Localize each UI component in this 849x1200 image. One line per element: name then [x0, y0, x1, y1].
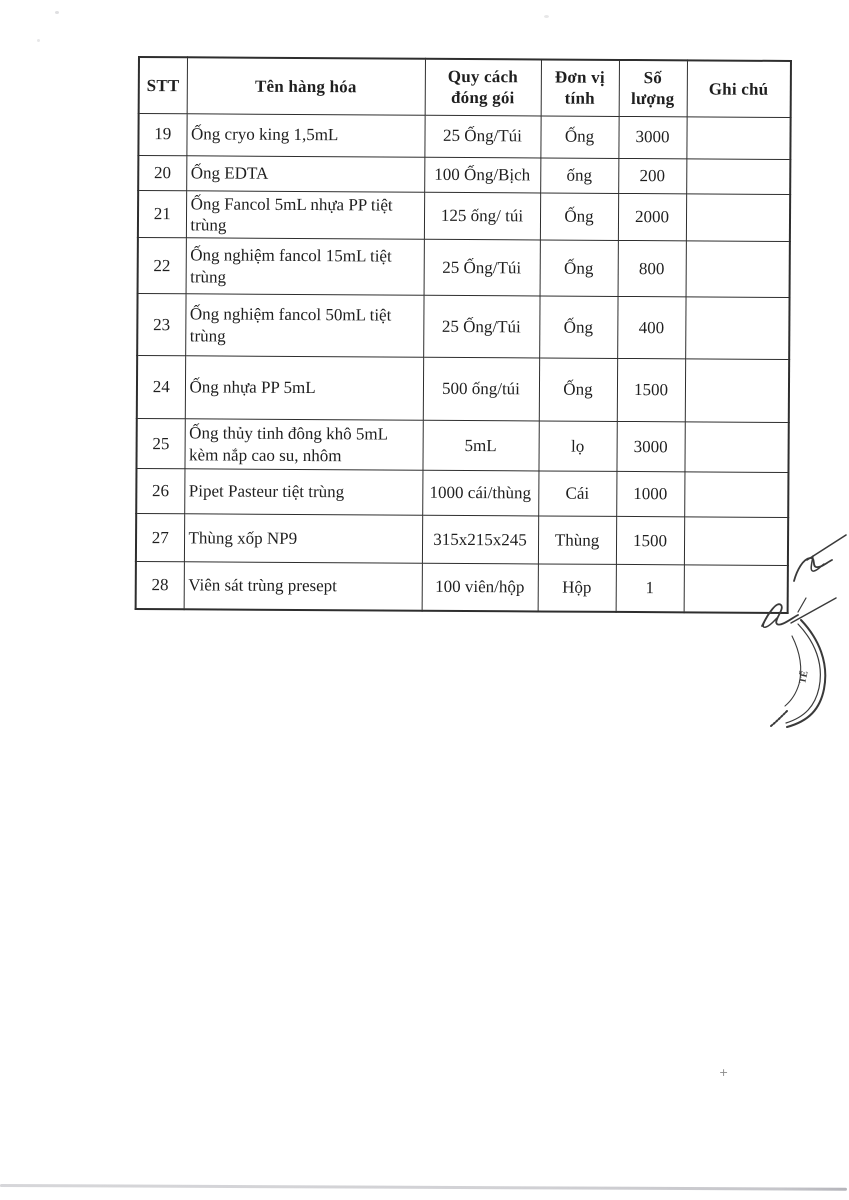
cell-qty: 1 [616, 564, 684, 611]
scan-speck [544, 15, 549, 18]
cell-qty: 1500 [617, 358, 685, 421]
cell-qty: 3000 [618, 116, 686, 158]
cell-stt: 22 [138, 238, 186, 294]
table-row [138, 155, 790, 194]
cell-qty: 1000 [616, 471, 684, 516]
cell-stt: 28 [136, 561, 184, 608]
col-header-spec: Quy cách đóng gói [425, 59, 541, 116]
scan-plus-mark: + [719, 1066, 729, 1079]
cell-unit: ống [540, 157, 618, 192]
cell-unit: Ống [540, 115, 618, 157]
cell-note [684, 422, 788, 473]
cell-name: Ống nghiệm fancol 50mL tiệt trùng [185, 294, 423, 357]
cell-spec: 100 viên/hộp [422, 563, 538, 611]
cell-unit: Thùng [538, 516, 616, 564]
table-row [136, 418, 788, 472]
table-row [136, 513, 788, 565]
cell-stt: 26 [136, 468, 184, 513]
cell-stt: 25 [136, 418, 184, 468]
cell-note [685, 297, 789, 360]
col-header-name: Tên hàng hóa [187, 57, 425, 114]
signature-scribble-icon [762, 535, 846, 627]
table-row [137, 294, 789, 360]
cell-name: Pipet Pasteur tiệt trùng [184, 469, 422, 515]
cell-note [686, 158, 790, 194]
cell-spec: 100 Ống/Bịch [424, 157, 540, 193]
cell-note [686, 193, 790, 241]
cell-unit: Ống [540, 192, 618, 240]
cell-name: Ống nhựa PP 5mL [185, 356, 423, 420]
cell-name: Ống thủy tinh đông khô 5mL kèm nắp cao su, nhôm [184, 419, 422, 470]
goods-table [135, 56, 792, 613]
table-row [138, 190, 790, 241]
stamp-text: TẾ [798, 670, 811, 685]
cell-name: Ống cryo king 1,5mL [186, 113, 424, 156]
cell-note [684, 472, 788, 518]
cell-spec: 125 ống/ túi [424, 192, 540, 240]
table-row [136, 468, 788, 517]
cell-stt: 23 [137, 294, 185, 356]
cell-unit: Ống [539, 296, 617, 358]
cell-name: Thùng xốp NP9 [184, 514, 422, 563]
table-row [138, 113, 790, 159]
cell-unit: Cái [538, 471, 616, 516]
cell-stt: 21 [138, 190, 186, 238]
cell-spec: 315x215x245 [422, 515, 538, 564]
cell-spec: 5mL [422, 420, 538, 471]
cell-spec: 25 Ống/Túi [423, 295, 539, 358]
cell-qty: 2000 [618, 193, 686, 241]
scan-speck [55, 11, 59, 14]
cell-qty: 1500 [616, 516, 684, 564]
signature-and-stamp [740, 515, 849, 760]
cell-unit: Ống [540, 240, 618, 296]
col-header-note: Ghi chú [687, 60, 791, 117]
table-row [138, 238, 790, 298]
cell-spec: 1000 cái/thùng [422, 470, 538, 516]
cell-unit: Hộp [538, 564, 616, 611]
cell-name: Ống nghiệm fancol 15mL tiệt trùng [186, 238, 424, 295]
cell-unit: lọ [538, 421, 616, 471]
cell-spec: 25 Ống/Túi [424, 115, 540, 158]
page-edge-shadow [0, 1184, 847, 1191]
cell-note [686, 116, 790, 159]
cell-name: Ống Fancol 5mL nhựa PP tiệt trùng [186, 190, 424, 239]
col-header-qty: Số lượng [619, 60, 687, 116]
cell-qty: 200 [618, 158, 686, 193]
col-header-unit: Đơn vị tính [541, 59, 619, 115]
stamp-arc-icon [771, 620, 825, 727]
cell-note [686, 241, 790, 298]
table-row [137, 356, 789, 423]
col-header-stt: STT [139, 57, 187, 113]
cell-stt: 19 [138, 113, 186, 155]
header-row [139, 57, 791, 117]
cell-qty: 400 [617, 296, 685, 358]
cell-stt: 24 [137, 356, 185, 419]
cell-name: Viên sát trùng presept [184, 562, 422, 610]
cell-unit: Ống [539, 358, 617, 421]
cell-note [685, 359, 789, 423]
table-row [136, 561, 788, 612]
cell-stt: 20 [138, 155, 186, 190]
cell-spec: 500 ống/túi [423, 357, 539, 421]
cell-qty: 3000 [616, 421, 684, 471]
cell-qty: 800 [618, 240, 686, 296]
cell-name: Ống EDTA [186, 155, 424, 191]
cell-spec: 25 Ống/Túi [424, 239, 540, 296]
cell-stt: 27 [136, 513, 184, 561]
scan-speck [37, 39, 40, 42]
